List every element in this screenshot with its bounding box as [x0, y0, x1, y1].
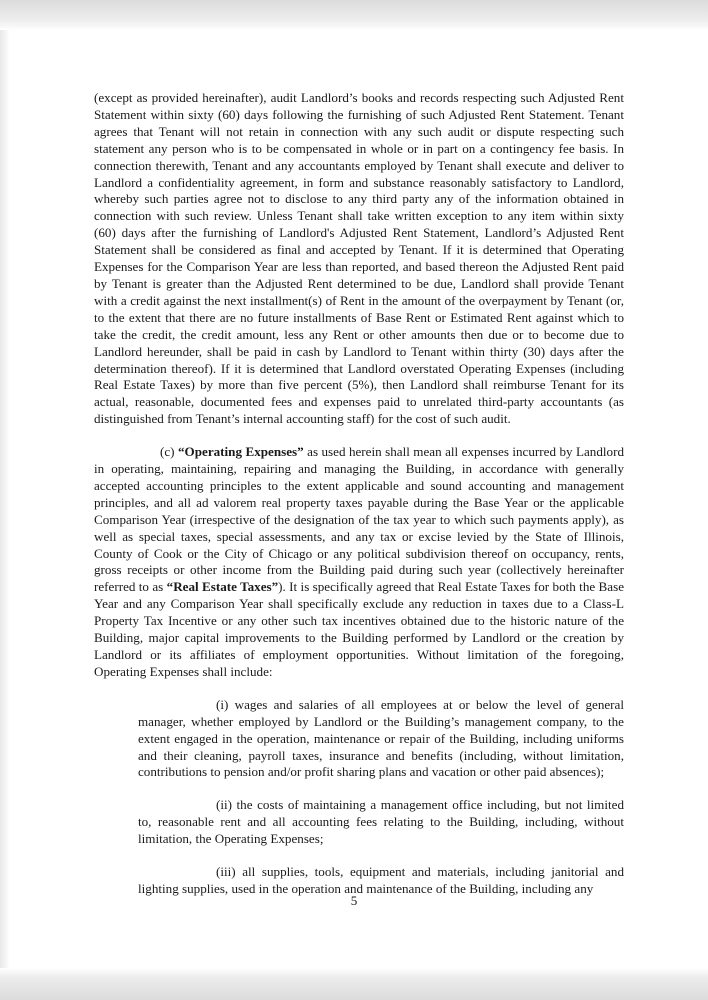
scan-border-top — [0, 0, 708, 30]
paragraph-b-continued: (except as provided hereinafter), audit Landlord’s books and records respecting such Adjusted Rent Statement within sixty (60) days following the furnishing of such Adjusted Rent Statement. Tenant agrees that Tenant will not retain in connection with any such audit or dispute respecting such statement any person who is to be compensated in whole or in part on a contingency fee basis. In connection therewith, Tenant and any accountants employed by Tenant shall execute and deliver to Landlord a confidentiality agreement, in form and substance reasonably satisfactory to Landlord, whereby such parties agree not to disclose to any third party any of the information obtained in connection with such review. Unless Tenant shall take written exception to any item within sixty (60) days after the furnishing of Landlord's Adjusted Rent Statement, Landlord’s Adjusted Rent Statement shall be considered as final and accepted by Tenant. If it is determined that Operating Expenses for the Comparison Year are less than reported, and based thereon the Adjusted Rent paid by Tenant is greater than the Adjusted Rent determined to be due, Landlord shall provide Tenant with a credit against the next installment(s) of Rent in the amount of the overpayment by Tenant (or, to the extent that there are no future installments of Base Rent or Estimated Rent against which to take the credit, the credit amount, less any Rent or other amounts then due or to become due to Landlord hereunder, shall be paid in cash by Landlord to Tenant within thirty (30) days after the determination thereof). If it is determined that Landlord overstated Operating Expenses (including Real Estate Taxes) by more than five percent (5%), then Landlord shall reimburse Tenant for its actual, reasonable, documented fees and expenses paid to unrelated third-party accountants (as distinguished from Tenant’s internal accounting staff) for the cost of such audit. — [94, 90, 624, 427]
defined-term-real-estate-taxes: “Real Estate Taxes” — [166, 579, 279, 595]
scan-border-bottom — [0, 968, 708, 1000]
page-number: 5 — [350, 893, 358, 908]
paragraph-c — [94, 444, 624, 681]
sub-item-i: (i) wages and salaries of all employees at or below the level of general manager, whether employed by Landlord or the Building’s management company, to the extent engaged in the operation, maintenance or repair of the Building, including uniforms and their cleaning, payroll taxes, insurance and benefits (including, without limitation, contributions to pension and/or profit sharing plans and vacation or other paid absences); — [138, 696, 624, 780]
sub-item-ii: (ii) the costs of maintaining a management office including, but not limited to, reasonable rent and all accounting fees relating to the Building, including, without limitation, the Operating Expenses; — [138, 797, 624, 847]
scan-border-left — [0, 30, 10, 968]
sub-item-iii: (iii) all supplies, tools, equipment and materials, including janitorial and lighting supplies, used in the operation and maintenance of the Building, including any — [138, 864, 624, 896]
document-body — [94, 90, 624, 898]
paragraph-c-text-2: ). It is specifically agreed that Real Estate Taxes for both the Base Year and any Comparison Year shall specifically exclude any reduction in taxes due to a Class-L Property Tax Incentive or any other such tax incentives obtained due to the historic nature of the Building, major capital improvements to the Building performed by Landlord or the creation by Landlord or its affiliates of employment opportunities. Without limitation of the foregoing, Operating Expenses shall include: — [94, 579, 625, 679]
defined-term-operating-expenses: “Operating Expenses” — [178, 444, 304, 460]
paragraph-c-text-1: as used herein shall mean all expenses incurred by Landlord in operating, maintaining, repairing and managing the Building, in accordance with generally accepted accounting principles to the extent applicable and sound accounting and management principles, and all ad valorem real property taxes payable during the Base Year or the applicable Comparison Year (irrespective of the designation of the tax year to which such payments apply), as well as special taxes, special assessments, and any tax or excise levied by the State of Illinois, County of Cook or the City of Chicago or any political subdivision thereof on occupancy, rents, gross receipts or other income from the Building paid during such year (collectively hereinafter referred to as — [94, 444, 624, 595]
paragraph-c-lead: (c) — [160, 444, 178, 460]
